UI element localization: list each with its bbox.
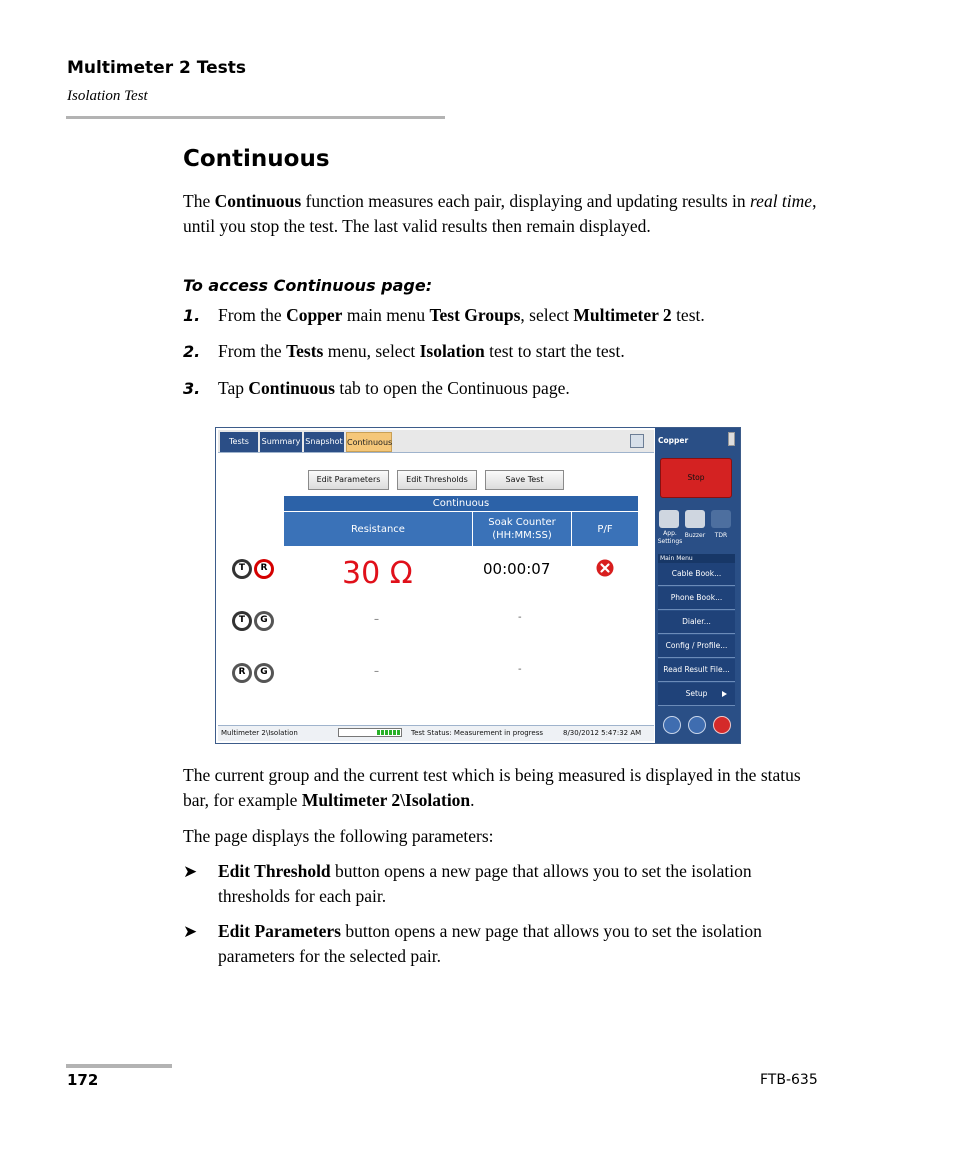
help-icon[interactable] — [688, 716, 706, 734]
menu-cable-book[interactable]: Cable Book... — [658, 563, 735, 586]
menu-setup[interactable]: Setup — [658, 683, 735, 706]
edit-parameters-button[interactable]: Edit Parameters — [308, 470, 389, 490]
bullet-arrow-icon: ➤ — [183, 862, 198, 881]
tdr-label: TDR — [714, 532, 728, 539]
save-test-button[interactable]: Save Test — [485, 470, 564, 490]
page-heading: Continuous — [183, 146, 330, 172]
step-number: 3. — [183, 379, 201, 398]
pin-t-icon: T — [232, 559, 252, 579]
pin-g-icon: G — [254, 663, 274, 683]
menu-phone-book[interactable]: Phone Book... — [658, 587, 735, 610]
status-path: Multimeter 2\Isolation — [221, 729, 298, 737]
column-header-resistance: Resistance — [351, 523, 405, 535]
menu-config-profile[interactable]: Config / Profile... — [658, 635, 735, 658]
page-number: 172 — [67, 1071, 99, 1089]
close-icon[interactable] — [713, 716, 731, 734]
side-panel — [655, 428, 740, 743]
progress-indicator — [338, 728, 402, 737]
step-number: 1. — [183, 306, 201, 325]
tab-bar — [218, 430, 654, 453]
intro-paragraph: The Continuous function measures each pair, displaying and updating results in real time, until you stop the test. The last valid results then remain displayed. — [183, 191, 817, 236]
step-number: 2. — [183, 342, 201, 361]
power-icon[interactable] — [663, 716, 681, 734]
stop-button[interactable]: Stop — [660, 458, 732, 498]
resistance-value: – — [374, 666, 379, 677]
step-text: From the Tests menu, select Isolation test to start the test. — [218, 341, 625, 361]
app-settings-label: App. Settings — [657, 530, 683, 545]
product-model: FTB-635 — [760, 1072, 818, 1088]
tab-snapshot[interactable]: Snapshot — [304, 432, 344, 452]
resistance-value: – — [374, 614, 379, 625]
chapter-title: Multimeter 2 Tests — [67, 58, 246, 78]
step-text: Tap Continuous tab to open the Continuous page. — [218, 378, 570, 398]
soak-counter-value: 00:00:07 — [483, 560, 551, 578]
soak-counter-value: - — [518, 612, 522, 623]
status-datetime: 8/30/2012 5:47:32 AM — [563, 729, 642, 737]
step-text: From the Copper main menu Test Groups, select Multimeter 2 test. — [218, 305, 705, 325]
pin-g-icon: G — [254, 611, 274, 631]
edit-thresholds-button[interactable]: Edit Thresholds — [397, 470, 477, 490]
side-title: Copper — [658, 436, 689, 445]
pin-t-icon: T — [232, 611, 252, 631]
status-bar-paragraph: The current group and the current test which is being measured is displayed in the status bar, for example Multimeter 2\Isolation. — [183, 765, 801, 810]
pin-r-icon: R — [254, 559, 274, 579]
tab-continuous[interactable]: Continuous — [346, 432, 392, 452]
section-subtitle: Isolation Test — [67, 88, 148, 104]
soak-counter-value: - — [518, 664, 522, 675]
menu-read-result-file[interactable]: Read Result File... — [658, 659, 735, 682]
bullet-item: Edit Parameters button opens a new page that allows you to set the isolation parameters for the selected pair. — [218, 921, 762, 966]
pair-t-r[interactable] — [232, 559, 276, 579]
chevron-right-icon — [722, 691, 727, 697]
bullet-item: Edit Threshold button opens a new page that allows you to set the isolation thresholds for each pair. — [218, 861, 752, 906]
footer-rule — [66, 1064, 172, 1068]
table-title: Continuous — [284, 496, 638, 511]
procedure-title: To access Continuous page: — [183, 276, 433, 295]
status-bar — [218, 725, 654, 741]
settings-icon[interactable] — [659, 510, 679, 528]
header-rule — [66, 116, 445, 119]
buzzer-label: Buzzer — [684, 532, 706, 539]
parameters-intro: The page displays the following parameters: — [183, 826, 494, 846]
pin-r-icon: R — [232, 663, 252, 683]
pair-t-g[interactable] — [232, 611, 276, 631]
column-header-soak: Soak Counter (HH:MM:SS) — [472, 512, 571, 546]
table-header — [284, 512, 638, 546]
tab-tests[interactable]: Tests — [220, 432, 258, 452]
pair-r-g[interactable] — [232, 663, 276, 683]
column-header-pf: P/F — [571, 512, 638, 546]
bullet-arrow-icon: ➤ — [183, 922, 198, 941]
display-icon[interactable] — [630, 434, 644, 448]
tab-summary[interactable]: Summary — [260, 432, 302, 452]
test-status: Test Status: Measurement in progress — [411, 729, 544, 737]
speaker-icon[interactable] — [685, 510, 705, 528]
battery-icon — [728, 432, 735, 446]
main-menu-label: Main Menu — [658, 554, 735, 563]
resistance-value: 30 Ω — [342, 556, 413, 591]
continuous-screenshot — [215, 427, 741, 744]
menu-dialer[interactable]: Dialer... — [658, 611, 735, 634]
fail-icon — [596, 559, 614, 577]
tdr-icon[interactable] — [711, 510, 731, 528]
